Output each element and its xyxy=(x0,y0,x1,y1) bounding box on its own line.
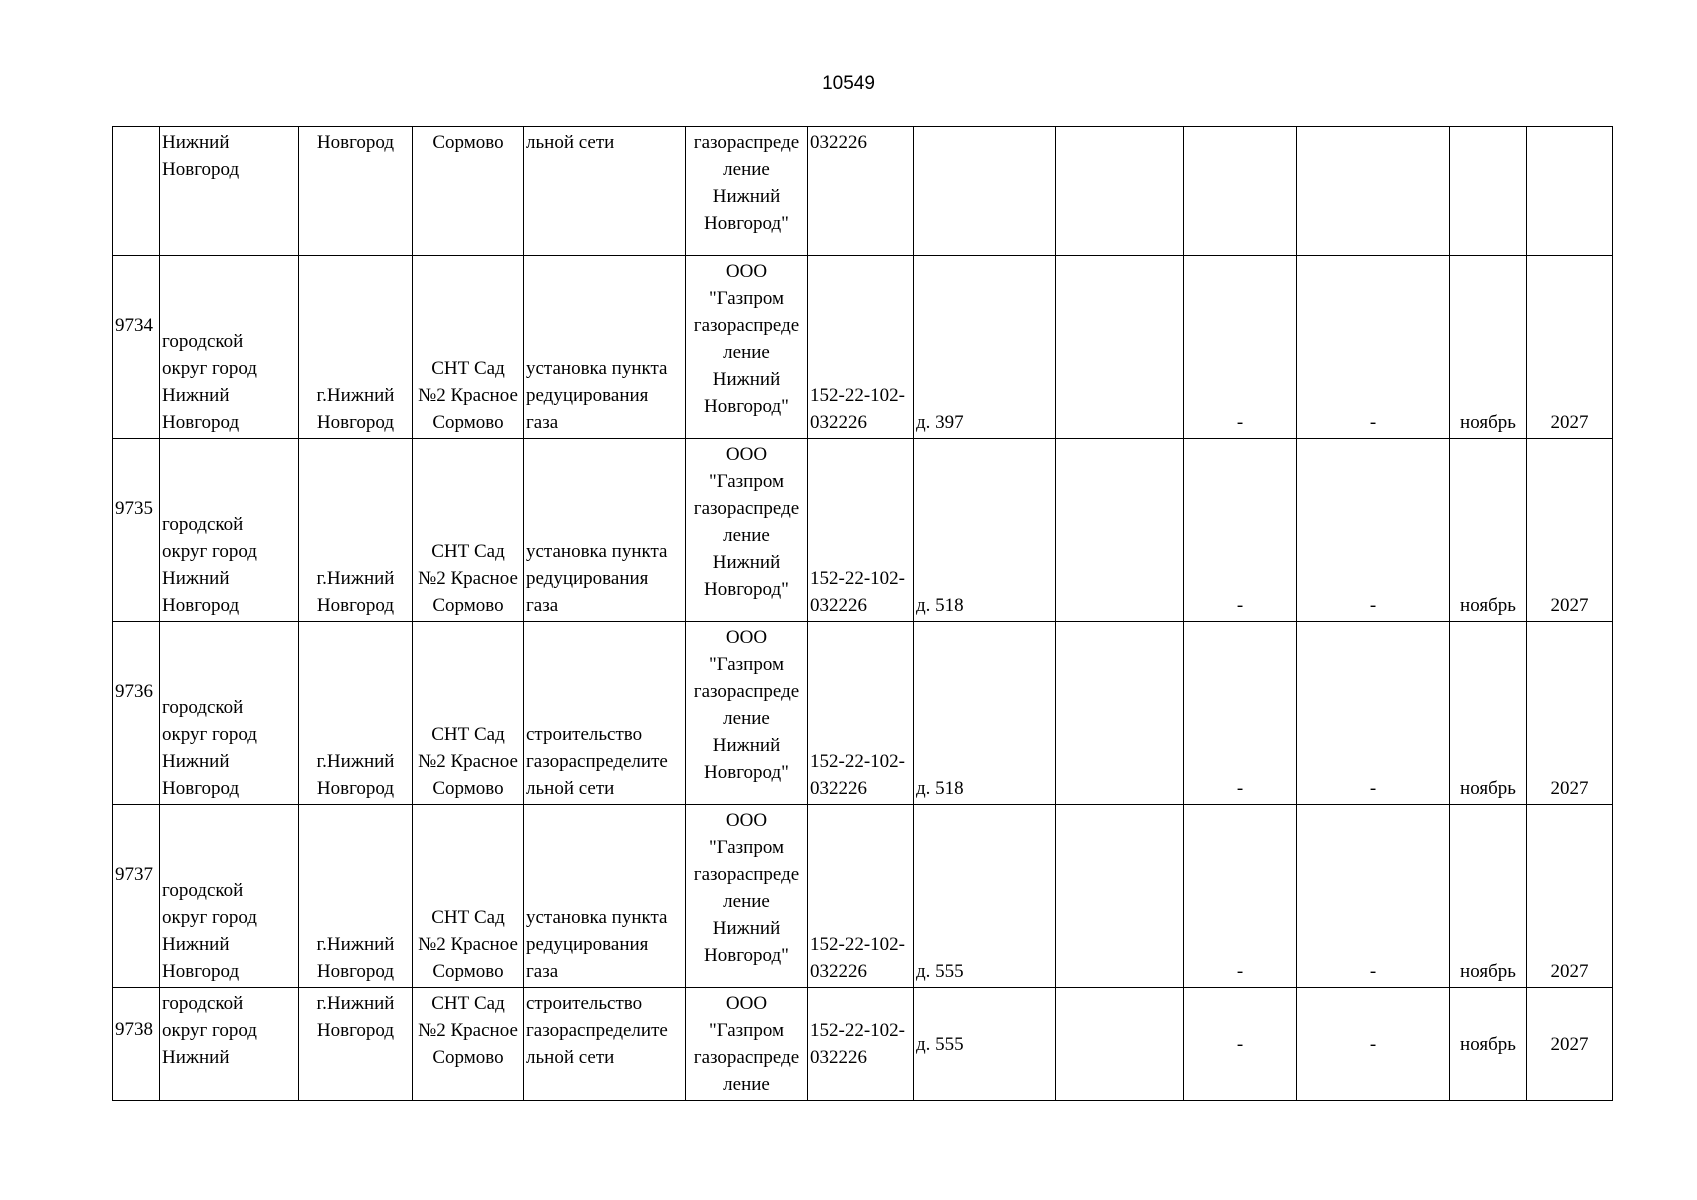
address-cell xyxy=(914,256,1056,439)
code-cell xyxy=(808,988,914,1101)
municipality-cell-text: городской округ город Нижний Новгород xyxy=(162,331,257,433)
work-type-cell-text: установка пункта редуцирования газа xyxy=(526,907,668,982)
location-cell xyxy=(413,988,524,1101)
table-body xyxy=(113,127,1613,1101)
location-cell-text: СНТ Сад №2 Красное Сормово xyxy=(418,541,518,616)
row-number xyxy=(113,805,160,988)
dash-cell xyxy=(1297,622,1450,805)
work-type-cell-text: установка пункта редуцирования газа xyxy=(526,358,668,433)
work-type-cell-text: льной сети xyxy=(526,132,615,153)
code-cell xyxy=(808,622,914,805)
empty-cell xyxy=(1056,622,1184,805)
city-cell xyxy=(299,439,413,622)
dash-cell-text: - xyxy=(1369,595,1377,616)
year-cell xyxy=(1527,805,1613,988)
empty-cell xyxy=(1056,439,1184,622)
municipality-cell-text: городской округ город Нижний xyxy=(162,993,257,1068)
month-cell xyxy=(1450,439,1527,622)
organization-cell xyxy=(686,805,808,988)
city-cell-text: г.Нижний Новгород xyxy=(316,385,395,433)
row-number xyxy=(113,622,160,805)
row-number xyxy=(113,256,160,439)
empty-cell xyxy=(1056,988,1184,1101)
dash-cell-text: - xyxy=(1236,778,1244,799)
table-row xyxy=(113,439,1613,622)
month-cell-text: ноябрь xyxy=(1460,1033,1516,1055)
location-cell-text: СНТ Сад №2 Красное Сормово xyxy=(418,907,518,982)
city-cell xyxy=(299,256,413,439)
code-cell-text: 032226 xyxy=(810,132,867,153)
table-row xyxy=(113,805,1613,988)
city-cell-text: г.Нижний Новгород xyxy=(316,993,395,1041)
page-number: 10549 xyxy=(822,73,875,94)
work-type-cell xyxy=(524,805,686,988)
dash-cell-text: - xyxy=(1236,1033,1244,1055)
work-type-cell xyxy=(524,622,686,805)
year-cell xyxy=(1527,439,1613,622)
work-type-cell-text: установка пункта редуцирования газа xyxy=(526,541,668,616)
code-cell-text: 152-22-102- 032226 xyxy=(810,751,905,799)
organization-cell-text: ООО "Газпром газораспреде ление xyxy=(693,993,800,1095)
table-row xyxy=(113,127,1613,256)
dash-cell xyxy=(1184,805,1297,988)
month-cell xyxy=(1450,256,1527,439)
code-cell-text: 152-22-102- 032226 xyxy=(810,934,905,982)
code-cell xyxy=(808,439,914,622)
organization-cell-text: газораспреде ление Нижний Новгород" xyxy=(693,132,800,234)
month-cell-text: ноябрь xyxy=(1460,595,1516,616)
city-cell-text: Новгород xyxy=(316,132,395,153)
row-number-text: 9737 xyxy=(115,864,153,885)
dash-cell xyxy=(1297,256,1450,439)
table-row xyxy=(113,622,1613,805)
organization-cell-text: ООО "Газпром газораспреде ление Нижний Новгород" xyxy=(693,261,800,417)
organization-cell xyxy=(686,439,808,622)
dash-cell xyxy=(1184,127,1297,256)
code-cell xyxy=(808,256,914,439)
address-cell xyxy=(914,622,1056,805)
dash-cell-text: - xyxy=(1236,961,1244,982)
city-cell-text: г.Нижний Новгород xyxy=(316,568,395,616)
municipality-cell-text: городской округ город Нижний Новгород xyxy=(162,514,257,616)
dash-cell xyxy=(1184,256,1297,439)
municipality-cell xyxy=(160,805,299,988)
dash-cell xyxy=(1184,622,1297,805)
municipality-cell xyxy=(160,256,299,439)
address-cell xyxy=(914,127,1056,256)
month-cell xyxy=(1450,127,1527,256)
location-cell xyxy=(413,127,524,256)
organization-cell xyxy=(686,127,808,256)
work-type-cell xyxy=(524,439,686,622)
municipality-cell-text: городской округ город Нижний Новгород xyxy=(162,697,257,799)
dash-cell-text: - xyxy=(1369,778,1377,799)
empty-cell xyxy=(1056,256,1184,439)
dash-cell-text: - xyxy=(1369,961,1377,982)
year-cell xyxy=(1527,127,1613,256)
city-cell xyxy=(299,127,413,256)
address-cell xyxy=(914,805,1056,988)
month-cell-text: ноябрь xyxy=(1460,961,1516,982)
address-cell xyxy=(914,988,1056,1101)
address-cell-text: д. 518 xyxy=(916,595,964,616)
address-cell-text: д. 397 xyxy=(916,412,964,433)
organization-cell xyxy=(686,622,808,805)
row-number-text: 9735 xyxy=(115,498,153,519)
row-number-text: 9736 xyxy=(115,681,153,702)
address-cell xyxy=(914,439,1056,622)
dash-cell xyxy=(1297,127,1450,256)
location-cell-text: СНТ Сад №2 Красное Сормово xyxy=(418,993,518,1068)
empty-cell xyxy=(1056,127,1184,256)
city-cell xyxy=(299,805,413,988)
dash-cell xyxy=(1297,988,1450,1101)
year-cell xyxy=(1527,988,1613,1101)
dash-cell xyxy=(1297,439,1450,622)
year-cell xyxy=(1527,622,1613,805)
code-cell-text: 152-22-102- 032226 xyxy=(810,1020,905,1068)
work-type-cell xyxy=(524,988,686,1101)
work-type-cell-text: строительство газораспределите льной сети xyxy=(526,724,668,799)
year-cell-text: 2027 xyxy=(1550,412,1589,433)
dash-cell xyxy=(1184,439,1297,622)
dash-cell-text: - xyxy=(1369,412,1377,433)
year-cell-text: 2027 xyxy=(1550,778,1589,799)
dash-cell-text: - xyxy=(1236,412,1244,433)
municipality-cell xyxy=(160,988,299,1101)
year-cell-text: 2027 xyxy=(1550,1033,1589,1055)
month-cell-text: ноябрь xyxy=(1460,412,1516,433)
municipality-cell xyxy=(160,622,299,805)
month-cell xyxy=(1450,622,1527,805)
row-number xyxy=(113,127,160,256)
city-cell xyxy=(299,988,413,1101)
location-cell-text: СНТ Сад №2 Красное Сормово xyxy=(418,358,518,433)
location-cell xyxy=(413,439,524,622)
dash-cell xyxy=(1184,988,1297,1101)
city-cell-text: г.Нижний Новгород xyxy=(316,934,395,982)
city-cell-text: г.Нижний Новгород xyxy=(316,751,395,799)
year-cell xyxy=(1527,256,1613,439)
table-row xyxy=(113,256,1613,439)
dash-cell xyxy=(1297,805,1450,988)
year-cell-text: 2027 xyxy=(1550,595,1589,616)
code-cell xyxy=(808,127,914,256)
year-cell-text: 2027 xyxy=(1550,961,1589,982)
dash-cell-text: - xyxy=(1236,595,1244,616)
month-cell xyxy=(1450,805,1527,988)
empty-cell xyxy=(1056,805,1184,988)
location-cell-text: СНТ Сад №2 Красное Сормово xyxy=(418,724,518,799)
organization-cell xyxy=(686,256,808,439)
code-cell-text: 152-22-102- 032226 xyxy=(810,568,905,616)
municipality-cell xyxy=(160,439,299,622)
work-type-cell-text: строительство газораспределите льной сети xyxy=(526,993,668,1068)
location-cell-text: Сормово xyxy=(432,132,504,153)
work-type-cell xyxy=(524,127,686,256)
row-number-text: 9738 xyxy=(115,1019,153,1040)
row-number xyxy=(113,439,160,622)
row-number xyxy=(113,988,160,1101)
organization-cell-text: ООО "Газпром газораспреде ление Нижний Новгород" xyxy=(693,810,800,966)
month-cell xyxy=(1450,988,1527,1101)
address-cell-text: д. 555 xyxy=(916,1033,964,1055)
organization-cell-text: ООО "Газпром газораспреде ление Нижний Новгород" xyxy=(693,627,800,783)
address-cell-text: д. 555 xyxy=(916,961,964,982)
city-cell xyxy=(299,622,413,805)
municipality-cell xyxy=(160,127,299,256)
location-cell xyxy=(413,256,524,439)
address-cell-text: д. 518 xyxy=(916,778,964,799)
registry-table xyxy=(112,126,1613,1101)
municipality-cell-text: городской округ город Нижний Новгород xyxy=(162,880,257,982)
month-cell-text: ноябрь xyxy=(1460,778,1516,799)
organization-cell xyxy=(686,988,808,1101)
code-cell xyxy=(808,805,914,988)
dash-cell-text: - xyxy=(1369,1033,1377,1055)
row-number-text: 9734 xyxy=(115,315,153,336)
work-type-cell xyxy=(524,256,686,439)
municipality-cell-text: Нижний Новгород xyxy=(162,132,240,180)
location-cell xyxy=(413,622,524,805)
code-cell-text: 152-22-102- 032226 xyxy=(810,385,905,433)
location-cell xyxy=(413,805,524,988)
organization-cell-text: ООО "Газпром газораспреде ление Нижний Новгород" xyxy=(693,444,800,600)
table-row xyxy=(113,988,1613,1101)
